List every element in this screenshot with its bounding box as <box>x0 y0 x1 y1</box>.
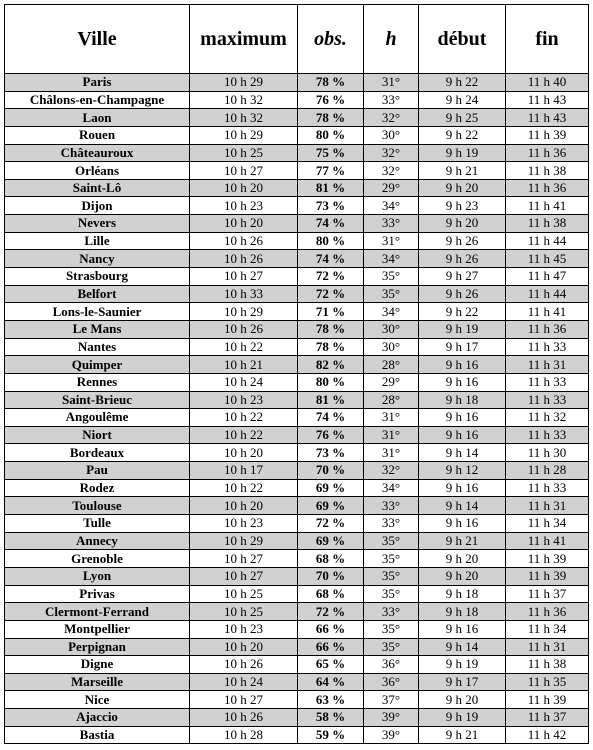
city-cell: Châteauroux <box>5 144 190 162</box>
city-cell: Châlons-en-Champagne <box>5 91 190 109</box>
city-cell: Paris <box>5 74 190 92</box>
debut-cell: 9 h 26 <box>419 285 506 303</box>
maximum-cell: 10 h 23 <box>190 197 298 215</box>
maximum-cell: 10 h 27 <box>190 567 298 585</box>
obs-cell: 74 % <box>298 250 364 268</box>
table-row <box>5 550 589 568</box>
fin-cell: 11 h 33 <box>506 426 589 444</box>
obs-cell: 68 % <box>298 585 364 603</box>
debut-cell: 9 h 20 <box>419 550 506 568</box>
table-row <box>5 462 589 480</box>
debut-cell: 9 h 18 <box>419 603 506 621</box>
table-row <box>5 303 589 321</box>
fin-cell: 11 h 34 <box>506 515 589 533</box>
fin-cell: 11 h 43 <box>506 109 589 127</box>
obs-cell: 80 % <box>298 232 364 250</box>
city-cell: Saint-Lô <box>5 179 190 197</box>
fin-cell: 11 h 31 <box>506 638 589 656</box>
table-row <box>5 179 589 197</box>
city-cell: Toulouse <box>5 497 190 515</box>
city-cell: Marseille <box>5 673 190 691</box>
table-row <box>5 691 589 709</box>
maximum-cell: 10 h 20 <box>190 215 298 233</box>
obs-cell: 76 % <box>298 91 364 109</box>
debut-cell: 9 h 16 <box>419 409 506 427</box>
maximum-cell: 10 h 23 <box>190 515 298 533</box>
obs-cell: 64 % <box>298 673 364 691</box>
table-row <box>5 285 589 303</box>
h-cell: 35° <box>364 550 419 568</box>
header-row <box>5 5 589 74</box>
h-cell: 36° <box>364 673 419 691</box>
city-cell: Quimper <box>5 356 190 374</box>
debut-cell: 9 h 17 <box>419 673 506 691</box>
fin-cell: 11 h 37 <box>506 709 589 727</box>
table-row <box>5 532 589 550</box>
fin-cell: 11 h 47 <box>506 268 589 286</box>
obs-cell: 59 % <box>298 726 364 744</box>
debut-cell: 9 h 27 <box>419 268 506 286</box>
city-cell: Bordeaux <box>5 444 190 462</box>
maximum-cell: 10 h 27 <box>190 691 298 709</box>
h-cell: 35° <box>364 285 419 303</box>
debut-cell: 9 h 21 <box>419 726 506 744</box>
maximum-cell: 10 h 26 <box>190 656 298 674</box>
h-cell: 33° <box>364 91 419 109</box>
maximum-cell: 10 h 21 <box>190 356 298 374</box>
debut-cell: 9 h 22 <box>419 303 506 321</box>
obs-cell: 72 % <box>298 268 364 286</box>
eclipse-table <box>4 4 589 744</box>
city-cell: Rennes <box>5 373 190 391</box>
h-cell: 32° <box>364 162 419 180</box>
obs-cell: 72 % <box>298 603 364 621</box>
obs-cell: 65 % <box>298 656 364 674</box>
maximum-cell: 10 h 25 <box>190 603 298 621</box>
table-body <box>5 74 589 744</box>
h-cell: 28° <box>364 391 419 409</box>
fin-cell: 11 h 38 <box>506 656 589 674</box>
city-cell: Dijon <box>5 197 190 215</box>
debut-cell: 9 h 19 <box>419 144 506 162</box>
fin-cell: 11 h 38 <box>506 215 589 233</box>
maximum-cell: 10 h 22 <box>190 479 298 497</box>
maximum-cell: 10 h 23 <box>190 391 298 409</box>
fin-cell: 11 h 39 <box>506 550 589 568</box>
city-cell: Nevers <box>5 215 190 233</box>
maximum-cell: 10 h 22 <box>190 409 298 427</box>
fin-cell: 11 h 33 <box>506 373 589 391</box>
maximum-cell: 10 h 29 <box>190 74 298 92</box>
obs-cell: 78 % <box>298 338 364 356</box>
maximum-cell: 10 h 24 <box>190 373 298 391</box>
maximum-cell: 10 h 29 <box>190 532 298 550</box>
city-cell: Tulle <box>5 515 190 533</box>
maximum-cell: 10 h 25 <box>190 144 298 162</box>
city-cell: Bastia <box>5 726 190 744</box>
table-row <box>5 603 589 621</box>
table-row <box>5 444 589 462</box>
obs-cell: 75 % <box>298 144 364 162</box>
maximum-cell: 10 h 17 <box>190 462 298 480</box>
maximum-cell: 10 h 33 <box>190 285 298 303</box>
fin-cell: 11 h 33 <box>506 338 589 356</box>
maximum-cell: 10 h 28 <box>190 726 298 744</box>
debut-cell: 9 h 14 <box>419 497 506 515</box>
table-row <box>5 409 589 427</box>
maximum-cell: 10 h 22 <box>190 338 298 356</box>
city-cell: Perpignan <box>5 638 190 656</box>
table-row <box>5 320 589 338</box>
fin-cell: 11 h 32 <box>506 409 589 427</box>
city-cell: Annecy <box>5 532 190 550</box>
debut-cell: 9 h 22 <box>419 126 506 144</box>
table-row <box>5 126 589 144</box>
city-cell: Pau <box>5 462 190 480</box>
h-cell: 31° <box>364 232 419 250</box>
obs-cell: 74 % <box>298 409 364 427</box>
debut-cell: 9 h 16 <box>419 479 506 497</box>
debut-cell: 9 h 18 <box>419 585 506 603</box>
h-cell: 33° <box>364 603 419 621</box>
h-cell: 33° <box>364 497 419 515</box>
table-row <box>5 620 589 638</box>
fin-cell: 11 h 40 <box>506 74 589 92</box>
h-cell: 34° <box>364 303 419 321</box>
obs-cell: 70 % <box>298 567 364 585</box>
table-row <box>5 91 589 109</box>
debut-cell: 9 h 16 <box>419 426 506 444</box>
table-row <box>5 479 589 497</box>
h-cell: 36° <box>364 656 419 674</box>
city-cell: Saint-Brieuc <box>5 391 190 409</box>
maximum-cell: 10 h 26 <box>190 709 298 727</box>
obs-cell: 78 % <box>298 320 364 338</box>
obs-cell: 76 % <box>298 426 364 444</box>
debut-cell: 9 h 16 <box>419 373 506 391</box>
debut-cell: 9 h 12 <box>419 462 506 480</box>
table-row <box>5 338 589 356</box>
fin-cell: 11 h 37 <box>506 585 589 603</box>
city-cell: Nantes <box>5 338 190 356</box>
fin-cell: 11 h 36 <box>506 179 589 197</box>
header-debut: début <box>419 5 506 74</box>
maximum-cell: 10 h 20 <box>190 179 298 197</box>
debut-cell: 9 h 20 <box>419 215 506 233</box>
city-cell: Clermont-Ferrand <box>5 603 190 621</box>
obs-cell: 78 % <box>298 74 364 92</box>
table-header <box>5 5 589 74</box>
obs-cell: 80 % <box>298 126 364 144</box>
h-cell: 30° <box>364 320 419 338</box>
obs-cell: 82 % <box>298 356 364 374</box>
h-cell: 33° <box>364 215 419 233</box>
debut-cell: 9 h 16 <box>419 620 506 638</box>
debut-cell: 9 h 14 <box>419 444 506 462</box>
table-row <box>5 567 589 585</box>
city-cell: Grenoble <box>5 550 190 568</box>
fin-cell: 11 h 33 <box>506 479 589 497</box>
debut-cell: 9 h 19 <box>419 320 506 338</box>
h-cell: 30° <box>364 126 419 144</box>
maximum-cell: 10 h 26 <box>190 232 298 250</box>
fin-cell: 11 h 44 <box>506 285 589 303</box>
fin-cell: 11 h 42 <box>506 726 589 744</box>
maximum-cell: 10 h 27 <box>190 550 298 568</box>
fin-cell: 11 h 38 <box>506 162 589 180</box>
maximum-cell: 10 h 20 <box>190 444 298 462</box>
h-cell: 34° <box>364 197 419 215</box>
table-row <box>5 356 589 374</box>
h-cell: 31° <box>364 444 419 462</box>
fin-cell: 11 h 34 <box>506 620 589 638</box>
debut-cell: 9 h 19 <box>419 656 506 674</box>
obs-cell: 74 % <box>298 215 364 233</box>
obs-cell: 63 % <box>298 691 364 709</box>
fin-cell: 11 h 33 <box>506 391 589 409</box>
city-cell: Nice <box>5 691 190 709</box>
obs-cell: 66 % <box>298 638 364 656</box>
maximum-cell: 10 h 24 <box>190 673 298 691</box>
city-cell: Rouen <box>5 126 190 144</box>
header-obs: obs. <box>298 5 364 74</box>
header-fin: fin <box>506 5 589 74</box>
table-row <box>5 497 589 515</box>
h-cell: 29° <box>364 373 419 391</box>
fin-cell: 11 h 41 <box>506 303 589 321</box>
debut-cell: 9 h 22 <box>419 74 506 92</box>
h-cell: 35° <box>364 620 419 638</box>
debut-cell: 9 h 21 <box>419 532 506 550</box>
table-row <box>5 162 589 180</box>
h-cell: 39° <box>364 726 419 744</box>
header-maximum: maximum <box>190 5 298 74</box>
h-cell: 29° <box>364 179 419 197</box>
obs-cell: 72 % <box>298 285 364 303</box>
obs-cell: 73 % <box>298 197 364 215</box>
debut-cell: 9 h 26 <box>419 250 506 268</box>
debut-cell: 9 h 17 <box>419 338 506 356</box>
maximum-cell: 10 h 26 <box>190 320 298 338</box>
table-row <box>5 197 589 215</box>
fin-cell: 11 h 28 <box>506 462 589 480</box>
debut-cell: 9 h 24 <box>419 91 506 109</box>
debut-cell: 9 h 20 <box>419 567 506 585</box>
table-row <box>5 373 589 391</box>
debut-cell: 9 h 20 <box>419 691 506 709</box>
city-cell: Orléans <box>5 162 190 180</box>
city-cell: Lille <box>5 232 190 250</box>
fin-cell: 11 h 39 <box>506 126 589 144</box>
h-cell: 31° <box>364 426 419 444</box>
debut-cell: 9 h 26 <box>419 232 506 250</box>
debut-cell: 9 h 14 <box>419 638 506 656</box>
debut-cell: 9 h 20 <box>419 179 506 197</box>
h-cell: 31° <box>364 409 419 427</box>
h-cell: 35° <box>364 567 419 585</box>
city-cell: Laon <box>5 109 190 127</box>
eclipse-table-container <box>4 4 588 744</box>
city-cell: Nancy <box>5 250 190 268</box>
h-cell: 30° <box>364 338 419 356</box>
fin-cell: 11 h 41 <box>506 532 589 550</box>
maximum-cell: 10 h 27 <box>190 268 298 286</box>
debut-cell: 9 h 16 <box>419 515 506 533</box>
fin-cell: 11 h 36 <box>506 144 589 162</box>
city-cell: Digne <box>5 656 190 674</box>
city-cell: Privas <box>5 585 190 603</box>
maximum-cell: 10 h 32 <box>190 91 298 109</box>
h-cell: 32° <box>364 144 419 162</box>
table-row <box>5 268 589 286</box>
obs-cell: 69 % <box>298 479 364 497</box>
fin-cell: 11 h 39 <box>506 567 589 585</box>
obs-cell: 78 % <box>298 109 364 127</box>
city-cell: Strasbourg <box>5 268 190 286</box>
header-ville: Ville <box>5 5 190 74</box>
city-cell: Ajaccio <box>5 709 190 727</box>
table-row <box>5 726 589 744</box>
h-cell: 35° <box>364 585 419 603</box>
city-cell: Montpellier <box>5 620 190 638</box>
fin-cell: 11 h 31 <box>506 356 589 374</box>
maximum-cell: 10 h 20 <box>190 497 298 515</box>
debut-cell: 9 h 21 <box>419 162 506 180</box>
city-cell: Niort <box>5 426 190 444</box>
obs-cell: 66 % <box>298 620 364 638</box>
obs-cell: 81 % <box>298 179 364 197</box>
h-cell: 28° <box>364 356 419 374</box>
debut-cell: 9 h 18 <box>419 391 506 409</box>
table-row <box>5 515 589 533</box>
debut-cell: 9 h 19 <box>419 709 506 727</box>
table-row <box>5 74 589 92</box>
fin-cell: 11 h 36 <box>506 320 589 338</box>
maximum-cell: 10 h 23 <box>190 620 298 638</box>
h-cell: 34° <box>364 250 419 268</box>
maximum-cell: 10 h 27 <box>190 162 298 180</box>
table-row <box>5 215 589 233</box>
fin-cell: 11 h 44 <box>506 232 589 250</box>
fin-cell: 11 h 35 <box>506 673 589 691</box>
maximum-cell: 10 h 29 <box>190 126 298 144</box>
obs-cell: 80 % <box>298 373 364 391</box>
debut-cell: 9 h 25 <box>419 109 506 127</box>
table-row <box>5 250 589 268</box>
h-cell: 31° <box>364 74 419 92</box>
debut-cell: 9 h 23 <box>419 197 506 215</box>
table-row <box>5 585 589 603</box>
h-cell: 34° <box>364 479 419 497</box>
city-cell: Lyon <box>5 567 190 585</box>
h-cell: 39° <box>364 709 419 727</box>
h-cell: 32° <box>364 462 419 480</box>
debut-cell: 9 h 16 <box>419 356 506 374</box>
maximum-cell: 10 h 20 <box>190 638 298 656</box>
h-cell: 37° <box>364 691 419 709</box>
h-cell: 35° <box>364 532 419 550</box>
obs-cell: 69 % <box>298 497 364 515</box>
table-row <box>5 673 589 691</box>
fin-cell: 11 h 41 <box>506 197 589 215</box>
city-cell: Rodez <box>5 479 190 497</box>
maximum-cell: 10 h 25 <box>190 585 298 603</box>
obs-cell: 81 % <box>298 391 364 409</box>
city-cell: Belfort <box>5 285 190 303</box>
table-row <box>5 391 589 409</box>
city-cell: Lons-le-Saunier <box>5 303 190 321</box>
maximum-cell: 10 h 29 <box>190 303 298 321</box>
table-row <box>5 109 589 127</box>
table-row <box>5 638 589 656</box>
obs-cell: 70 % <box>298 462 364 480</box>
fin-cell: 11 h 31 <box>506 497 589 515</box>
fin-cell: 11 h 45 <box>506 250 589 268</box>
table-row <box>5 426 589 444</box>
fin-cell: 11 h 43 <box>506 91 589 109</box>
maximum-cell: 10 h 32 <box>190 109 298 127</box>
h-cell: 32° <box>364 109 419 127</box>
header-h: h <box>364 5 419 74</box>
h-cell: 35° <box>364 638 419 656</box>
table-row <box>5 656 589 674</box>
obs-cell: 77 % <box>298 162 364 180</box>
obs-cell: 69 % <box>298 532 364 550</box>
fin-cell: 11 h 30 <box>506 444 589 462</box>
obs-cell: 72 % <box>298 515 364 533</box>
maximum-cell: 10 h 26 <box>190 250 298 268</box>
obs-cell: 71 % <box>298 303 364 321</box>
obs-cell: 73 % <box>298 444 364 462</box>
h-cell: 33° <box>364 515 419 533</box>
obs-cell: 68 % <box>298 550 364 568</box>
table-row <box>5 232 589 250</box>
city-cell: Le Mans <box>5 320 190 338</box>
table-row <box>5 144 589 162</box>
table-row <box>5 709 589 727</box>
maximum-cell: 10 h 22 <box>190 426 298 444</box>
h-cell: 35° <box>364 268 419 286</box>
fin-cell: 11 h 36 <box>506 603 589 621</box>
city-cell: Angoulême <box>5 409 190 427</box>
fin-cell: 11 h 39 <box>506 691 589 709</box>
obs-cell: 58 % <box>298 709 364 727</box>
